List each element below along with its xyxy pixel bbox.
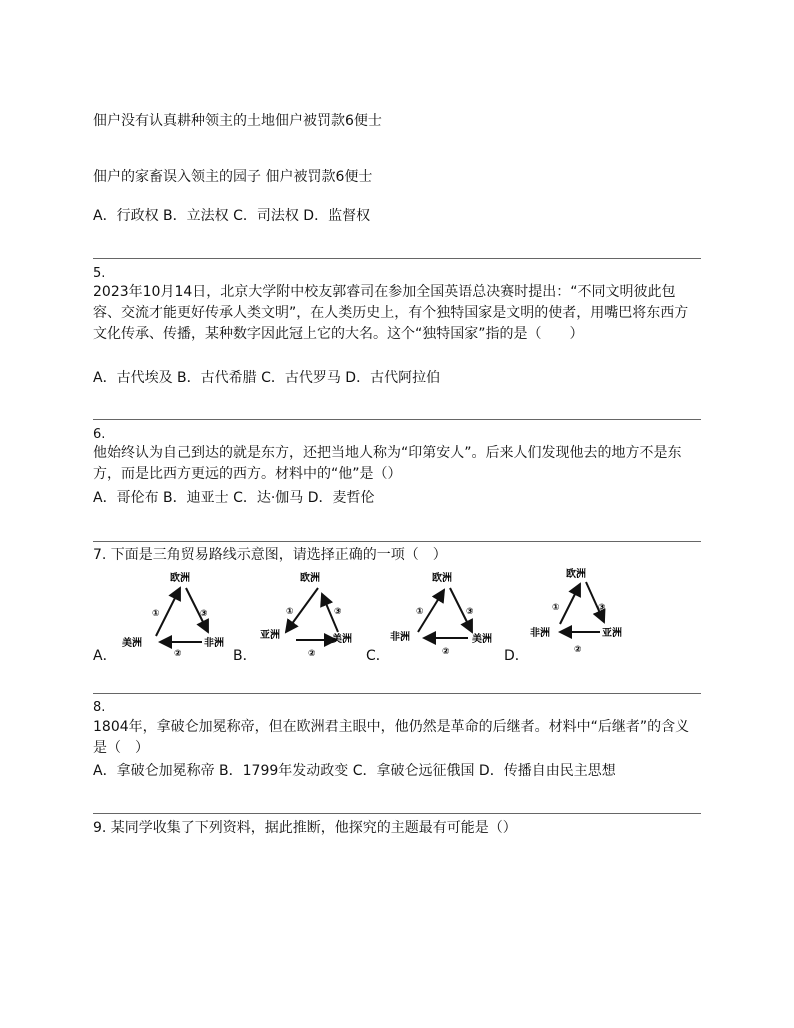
route-marker: ③ — [334, 607, 342, 617]
label-top: 欧洲 — [170, 573, 190, 584]
route-marker: ① — [286, 607, 294, 617]
label-left: 非洲 — [390, 632, 410, 643]
triangle-diagram-d[interactable] — [524, 566, 628, 660]
route-marker: ③ — [200, 609, 208, 619]
route-marker: ② — [442, 647, 450, 657]
label-left: 亚洲 — [260, 630, 280, 641]
question-8-stem: 1804年，拿破仑加冕称帝，但在欧洲君主眼中，他仍然是革命的后继者。材料中“后继者”的含义是（ ） — [93, 719, 690, 756]
question-8-number: 8. — [93, 700, 106, 715]
divider — [93, 258, 701, 259]
divider — [93, 419, 701, 420]
route-marker: ① — [416, 607, 424, 617]
route-marker: ② — [174, 649, 182, 659]
label-right: 非洲 — [204, 638, 224, 649]
label-top: 欧洲 — [432, 573, 452, 584]
route-marker: ① — [552, 603, 560, 613]
label-right: 美洲 — [472, 634, 492, 645]
triangle-diagram-a[interactable] — [116, 570, 228, 664]
label-right: 美洲 — [332, 634, 352, 645]
question-5-stem: 2023年10月14日，北京大学附中校友郭睿司在参加全国英语总决赛时提出：“不同文明彼此包容、交流才能更好传承人类文明”，在人类历史上，有个独特国家是文明的使者，用嘴巴将东西方文化传承、传播，某种数字因此冠上它的大名。这个“独特国家”指的是（ ） — [93, 284, 689, 342]
label-top: 欧洲 — [566, 569, 586, 580]
choice-a-label[interactable]: A． — [93, 648, 117, 664]
label-right: 亚洲 — [602, 628, 622, 639]
question-6-number: 6. — [93, 427, 106, 442]
choice-b-label[interactable]: B． — [233, 648, 257, 664]
material-line-2: 佃户的家畜误入领主的园子 佃户被罚款6便士 — [93, 169, 373, 185]
question-6-stem: 他始终认为自己到达的就是东方，还把当地人称为“印第安人”。后来人们发现他去的地方不是东方，而是比西方更远的西方。材料中的“他”是（） — [93, 445, 682, 482]
route-marker: ① — [152, 609, 160, 619]
question-5-options[interactable]: A．古代埃及 B．古代希腊 C．古代罗马 D．古代阿拉伯 — [93, 370, 441, 386]
route-marker: ③ — [598, 603, 606, 613]
question-7-stem: 7. 下面是三角贸易路线示意图，请选择正确的一项（ ） — [93, 547, 447, 563]
material-line-1: 佃户没有认真耕种领主的土地佃户被罚款6便士 — [93, 113, 382, 129]
divider — [93, 541, 701, 542]
choice-c-label[interactable]: C． — [366, 648, 390, 664]
choice-d-label[interactable]: D． — [504, 648, 529, 664]
divider — [93, 813, 701, 814]
question-4-options[interactable]: A．行政权 B．立法权 C．司法权 D．监督权 — [93, 208, 371, 224]
question-9-stem: 9. 某同学收集了下列资料，据此推断，他探究的主题最有可能是（） — [93, 820, 517, 836]
route-marker: ② — [574, 645, 582, 655]
label-left: 美洲 — [122, 638, 142, 649]
route-marker: ③ — [466, 607, 474, 617]
question-8-options[interactable]: A．拿破仑加冕称帝 B．1799年发动政变 C．拿破仑远征俄国 D．传播自由民主思想 — [93, 763, 616, 779]
triangle-diagram-c[interactable] — [388, 570, 498, 664]
divider — [93, 693, 701, 694]
label-top: 欧洲 — [300, 573, 320, 584]
question-6-options[interactable]: A．哥伦布 B．迪亚士 C．达·伽马 D．麦哲伦 — [93, 490, 375, 506]
triangle-diagram-b[interactable] — [256, 570, 362, 664]
question-5-number: 5. — [93, 266, 106, 281]
label-left: 非洲 — [530, 628, 550, 639]
route-marker: ② — [308, 649, 316, 659]
